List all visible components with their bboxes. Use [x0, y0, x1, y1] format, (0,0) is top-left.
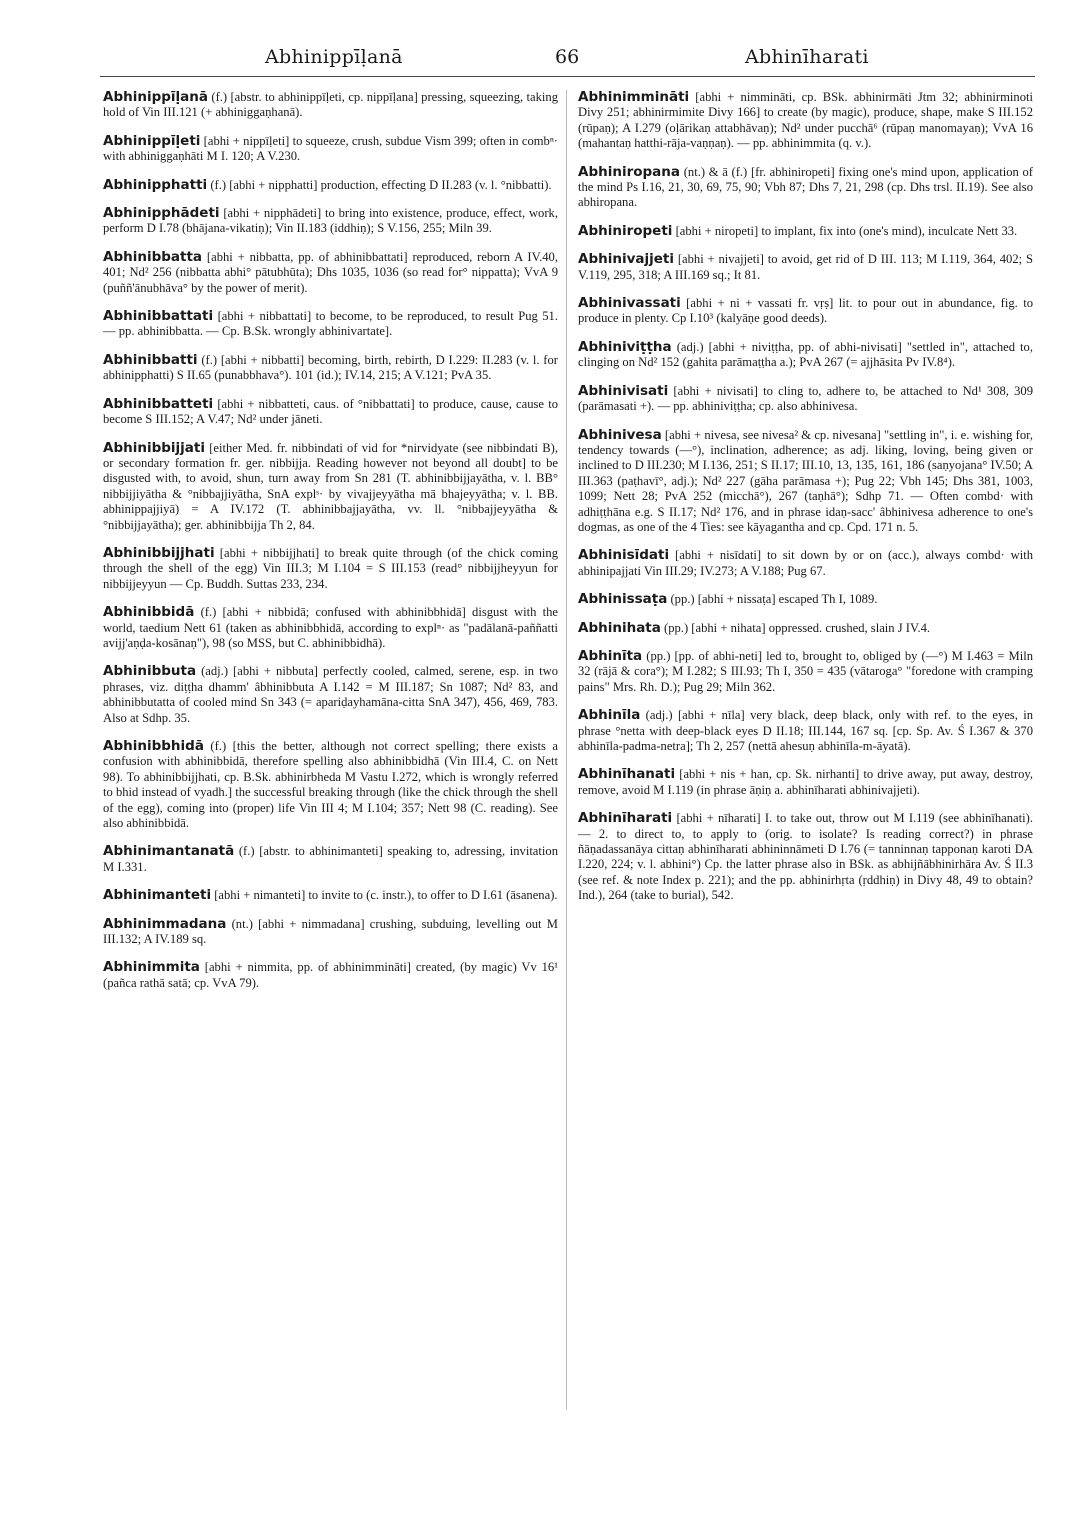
- dictionary-entry: [578, 621, 1033, 636]
- dictionary-entry: [103, 90, 558, 121]
- entry-headword: Abhinissaṭa: [578, 591, 668, 608]
- entry-definition: [abhi + nīharati] I. to take out, throw out M I.119 (see abhinīhanati). — 2. to direct to, to apply to (orig. to isolate? Is reading correct?) in phrase ñāṇadassanāya cittaṇ abhinīharati abhininnāmeti D I.76 (= tanninnaṇ tapponaṇ karoti DA I.220, 224; v. l. abhini°) Cp. the latter phrase also in BSk. as abhijñābhinirhāra Av. Ś II.3 (see ref. & note Index p. 221); and the pp. abhinirhṛta (ṛddhiṇ) in Divy 48, 49 to obtain? Ind.), 264 (take to burial), 542.: [578, 811, 1033, 903]
- entry-definition: (f.) [abhi + nibbidā; confused with abhinibbhidā] disgust with the world, taedium Nett 61 (taken as abhinibbhidā, according to explⁿ· as "padālanā-paññatti avijj'aṇḍa-kosānaṇ"), 98 (so MSS, but C. abhinibbidhā).: [103, 605, 558, 650]
- entry-definition: [abhi + nivisati] to cling to, adhere to, be attached to Nd¹ 308, 309 (parāmasati +). — pp. abhiniviṭṭha; cp. also abhinivesa.: [578, 383, 1033, 414]
- entry-definition: (pp.) [pp. of abhi-neti] led to, brought to, obliged by (—°) M I.463 = Miln 32 (rājā & cora°); M I.282; S III.93; Th I, 350 = 435 (vātaroga° "foredone with cramping pains" Mrs. Rh. D.); Pug 29; Miln 362.: [578, 648, 1033, 694]
- entry-definition: (pp.) [abhi + nissaṭa] escaped Th I, 1089.: [667, 592, 878, 607]
- entry-headword: Abhinibbatta: [103, 248, 203, 265]
- entry-headword: Abhinimmita: [103, 959, 200, 976]
- entry-headword: Abhinibbatti: [103, 351, 198, 368]
- dictionary-entry: [578, 165, 1033, 211]
- entry-definition: (nt.) [abhi + nimmadana] crushing, subduing, levelling out M III.132; A IV.189 sq.: [103, 916, 558, 947]
- dictionary-entry: [103, 206, 558, 237]
- entry-headword: Abhiniropeti: [578, 222, 673, 239]
- entry-definition: (adj.) [abhi + nīla] very black, deep black, only with ref. to the eyes, in phrase °netta with deep-black eyes D II.18; III.144, 167 sq. [cp. Sp. Av. Ś I.367 & 370 abhinīla-padma-netra]; Th 2, 257 (nettā ahesuṇ abhinīla-m-āyatā).: [578, 708, 1033, 753]
- dictionary-entry: [578, 428, 1033, 536]
- entry-definition: [abhi + nibbattati] to become, to be reproduced, to result Pug 51. — pp. abhinibbatta. — Cp. B.Sk. wrongly abhinivartate].: [103, 309, 558, 339]
- dictionary-entry: [103, 844, 558, 875]
- entry-definition: [abhi + nipphādeti] to bring into existence, produce, effect, work, perform D I.78 (bhājana-vikatiṇ); Vin II.183 (iddhiṇ); S V.156, 255; Miln 39.: [103, 206, 558, 236]
- header-first-word: Abhinippīḷanā: [265, 46, 403, 68]
- entry-definition: (nt.) & ā (f.) [fr. abhiniropeti] fixing one's mind upon, application of the mind Ps I.16, 21, 30, 69, 75, 90; Vbh 87; Dhs 7, 21, 298 (cp. Dhs trsl. II.19). See also abhiropana.: [578, 164, 1033, 210]
- dictionary-entry: [103, 546, 558, 592]
- entry-headword: Abhinimmadana: [103, 915, 227, 932]
- dictionary-entry: [578, 252, 1033, 283]
- entry-definition: [abhi + nivesa, see nivesa² & cp. nivesana] "settling in", i. e. wishing for, tendency towards (—°), inclination, adherence; as adj. liking, loving, being given or inclined to D III.230; M I.136, 251; S II.17; III.10, 13, 135, 161, 186 (saṇyojana° IV.50; A III.363 (paṭhavī°, adj.); Nd² 227 (gāha parāmasa +); Pug 22; Vbh 145; Dhs 381, 1003, 1099; Nett 28; PvA 252 (micchā°), 267 (taṇhā°); Sdhp 71. — Often combd· with adhiṭṭhāna e.g. S II.17; Nd² 176, and in phrase idaṇ-sacc' âbhinivesa adherence to one's dogmas, as one of the 4 Ties: see kāyagantha and cp. Cpd. 171 n. 5.: [578, 427, 1033, 534]
- right-column: [578, 90, 1033, 917]
- entry-definition: (f.) [this the better, although not correct spelling; there exists a confusion with abhinibbidā, therefore spelling also abhinibbidhā (Vin III.4, C. on Nett 98). To abhinibbijjhati, cp. B.Sk. abhinirbheda M Vastu I.272, which is wrongly referred to bhid instead of vyadh.] the successful breaking through (like the chick through the shell of the egg), coming into (proper) life Vin III 4; M I.104; 357; Nett 98 (C. reading). See also abhinibbidā.: [103, 739, 559, 831]
- dictionary-entry: [578, 384, 1033, 415]
- entry-headword: Abhinihata: [578, 619, 661, 636]
- entry-headword: Abhinibbijjati: [103, 439, 205, 456]
- column-divider: [566, 90, 567, 1410]
- dictionary-entry: [103, 397, 558, 428]
- entry-headword: Abhinivassati: [578, 295, 681, 312]
- entry-headword: Abhinisīdati: [578, 547, 670, 564]
- entry-definition: [either Med. fr. nibbindati of vid for *nirvidyate (see nibbindati B), or secondary formation fr. ger. nibbijja. Reading however not beyond all doubt] to be disgusted with, to avoid, shun, turn away from Sn 281 (T. abhinibbijjayātha, v. l. BB° nibbijjiyātha & °nibbajjiyātha, SnA explˢ· by vivajjeyyātha mā bhajeyyātha; v. l. BB. abhinippajjiyā) = A IV.172 (T. abhinibbajjayātha, vv. ll. °nibbajjeyyātha & °nibbijjayātha); ger. abhinibbijja Th 2, 84.: [103, 440, 558, 532]
- entry-headword: Abhinivesa: [578, 426, 662, 443]
- dictionary-entry: [578, 649, 1033, 695]
- dictionary-entry: [103, 441, 558, 533]
- entry-definition: (f.) [abhi + nibbatti] becoming, birth, rebirth, D I.229: II.283 (v. l. for abhinipphatti) S II.65 (punabbhava°). 101 (id.); IV.14, 215; A V.121; PvA 35.: [103, 352, 558, 383]
- entry-headword: Abhinipphādeti: [103, 205, 220, 222]
- entry-definition: [abhi + nibbatta, pp. of abhinibbattati] reproduced, reborn A IV.40, 401; Nd² 256 (nibbatta abhi° pātubhūta); Dhs 1035, 1036 (so read for° nippatta); VvA 9 (puññ'ānubhāva° by the power of merit).: [103, 249, 558, 295]
- entry-headword: Abhiniropana: [578, 163, 681, 180]
- entry-headword: Abhinibbhidā: [103, 738, 204, 754]
- entry-headword: Abhinivajjeti: [578, 251, 674, 268]
- dictionary-entry: [103, 178, 558, 193]
- dictionary-entry: [103, 888, 558, 903]
- entry-headword: Abhinibbijjhati: [103, 544, 215, 561]
- entry-definition: [abhi + nimmita, pp. of abhinimmināti] created, (by magic) Vv 16¹ (pañca rathā satā; cp. VvA 79).: [103, 960, 558, 990]
- running-header: [100, 46, 1035, 74]
- dictionary-entry: [578, 224, 1033, 239]
- entry-definition: [abhi + nimmināti, cp. BSk. abhinirmāti Jtm 32; abhinirminoti Divy 251; abhinirmimite Divy 166] to create (by magic), produce, shape, make S III.152 (rūpaṇ); A I.279 (oḷārikaṇ attabhāvaṇ); Nd² under pucchā⁶ (rūpaṇ manomayaṇ); VvA 16 (mahantaṇ hatthi-rāja-vaṇṇaṇ). — pp. abhinimmita (q. v.).: [578, 90, 1033, 151]
- entry-headword: Abhinimantanatā: [103, 843, 235, 860]
- entry-headword: Abhinimmināti: [578, 89, 690, 105]
- dictionary-entry: [578, 90, 1033, 152]
- entry-definition: (pp.) [abhi + nihata] oppressed. crushed, slain J IV.4.: [660, 620, 931, 635]
- entry-definition: [abhi + niropeti] to implant, fix into (one's mind), inculcate Nett 33.: [672, 223, 1018, 238]
- entry-definition: [abhi + nibbijjhati] to break quite through (of the chick coming through the shell of the egg) Vin III.3; M I.104 = S III.153 (read° nibbijjheyyun for nibbijjeyyun — Cp. Buddh. Suttas 233, 234.: [103, 545, 558, 591]
- dictionary-entry: [578, 592, 1033, 607]
- dictionary-entry: [103, 309, 558, 340]
- entry-definition: [abhi + nibbatteti, caus. of °nibbattati] to produce, cause, cause to become S III.152; A V.47; Nd² under jāneti.: [103, 396, 558, 427]
- entry-definition: [abhi + ni + vassati fr. vṛṣ] lit. to pour out in abundance, fig. to produce in plenty. Cp I.10³ (kalyāṇe good deeds).: [578, 296, 1033, 326]
- dictionary-entry: [103, 353, 558, 384]
- entry-definition: (f.) [abhi + nipphatti] production, effecting D II.283 (v. l. °nibbatti).: [207, 177, 552, 192]
- entry-headword: Abhinivisati: [578, 382, 669, 399]
- entry-definition: [abhi + nivajjeti] to avoid, get rid of D III. 113; M I.119, 364, 402; S V.119, 295, 318; A III.169 sq.; It 81.: [578, 252, 1033, 282]
- entry-headword: Abhinippīḷanā: [103, 89, 209, 105]
- dictionary-entry: [578, 767, 1033, 798]
- entry-definition: (f.) [abstr. to abhinippīḷeti, cp. nippīḷana] pressing, squeezing, taking hold of Vin III.121 (+ abhiniggaṇhanā).: [103, 90, 558, 120]
- entry-headword: Abhinibbatteti: [103, 395, 214, 412]
- left-column: [103, 90, 558, 1004]
- dictionary-entry: [103, 250, 558, 296]
- dictionary-entry: [103, 664, 558, 726]
- dictionary-entry: [578, 548, 1033, 579]
- entry-headword: Abhinīharati: [578, 810, 673, 827]
- entry-headword: Abhinibbuta: [103, 663, 197, 680]
- dictionary-entry: [578, 340, 1033, 371]
- entry-headword: Abhinīta: [578, 647, 643, 664]
- entry-headword: Abhinimanteti: [103, 887, 212, 904]
- entry-definition: [abhi + nis + han, cp. Sk. nirhanti] to drive away, put away, destroy, remove, avoid M I.119 (in phrase āṇiṇ a. abhinīharati abhinivajjeti).: [578, 767, 1033, 797]
- entry-headword: Abhinibbattati: [103, 308, 214, 325]
- entry-definition: [abhi + nisīdati] to sit down by or on (acc.), always combd· with abhinipajjati Vin III.29; IV.273; A V.188; Pug 67.: [578, 548, 1033, 578]
- entry-headword: Abhinīla: [578, 707, 641, 724]
- dictionary-entry: [103, 917, 558, 948]
- entry-headword: Abhinipphatti: [103, 176, 208, 193]
- dictionary-entry: [103, 134, 558, 165]
- entry-headword: Abhiniviṭṭha: [578, 338, 672, 355]
- entry-definition: (f.) [abstr. to abhinimanteti] speaking to, adressing, invitation M I.331.: [103, 844, 558, 874]
- dictionary-entry: [578, 708, 1033, 754]
- entry-headword: Abhinippīḷeti: [103, 132, 201, 149]
- dictionary-entry: [103, 960, 558, 991]
- dictionary-entry: [578, 296, 1033, 327]
- entry-headword: Abhinīhanati: [578, 766, 676, 783]
- dictionary-entry: [103, 739, 558, 831]
- page-number: 66: [555, 46, 580, 68]
- entry-definition: [abhi + nippīḷeti] to squeeze, crush, subdue Vism 399; often in combⁿ· with abhiniggaṇhāti M I. 120; A V.230.: [103, 133, 558, 164]
- entry-definition: (adj.) [abhi + nibbuta] perfectly cooled, calmed, serene, esp. in two phrases, viz. diṭṭha dhamm' âbhinibbuta A I.142 = M III.187; Sn 1087; Nd² 83, and abhinibbutatta of cooled mind Sn 343 (= apariḍayhamāna-citta SnA 347), 456, 469, 783. Also at Sdhp. 35.: [103, 664, 558, 725]
- header-rule: [100, 76, 1035, 77]
- dictionary-entry: [578, 811, 1033, 903]
- header-last-word: Abhinīharati: [745, 46, 869, 68]
- entry-headword: Abhinibbidā: [103, 604, 195, 621]
- dictionary-entry: [103, 605, 558, 651]
- entry-definition: (adj.) [abhi + niviṭṭha, pp. of abhi-nivisati] "settled in", attached to, clinging on Nd² 152 (gahita parāmaṭṭha a.); PvA 267 (= ajjhāsita Pv IV.8⁴).: [578, 339, 1033, 370]
- entry-definition: [abhi + nimanteti] to invite to (c. instr.), to offer to D I.61 (āsanena).: [211, 888, 558, 903]
